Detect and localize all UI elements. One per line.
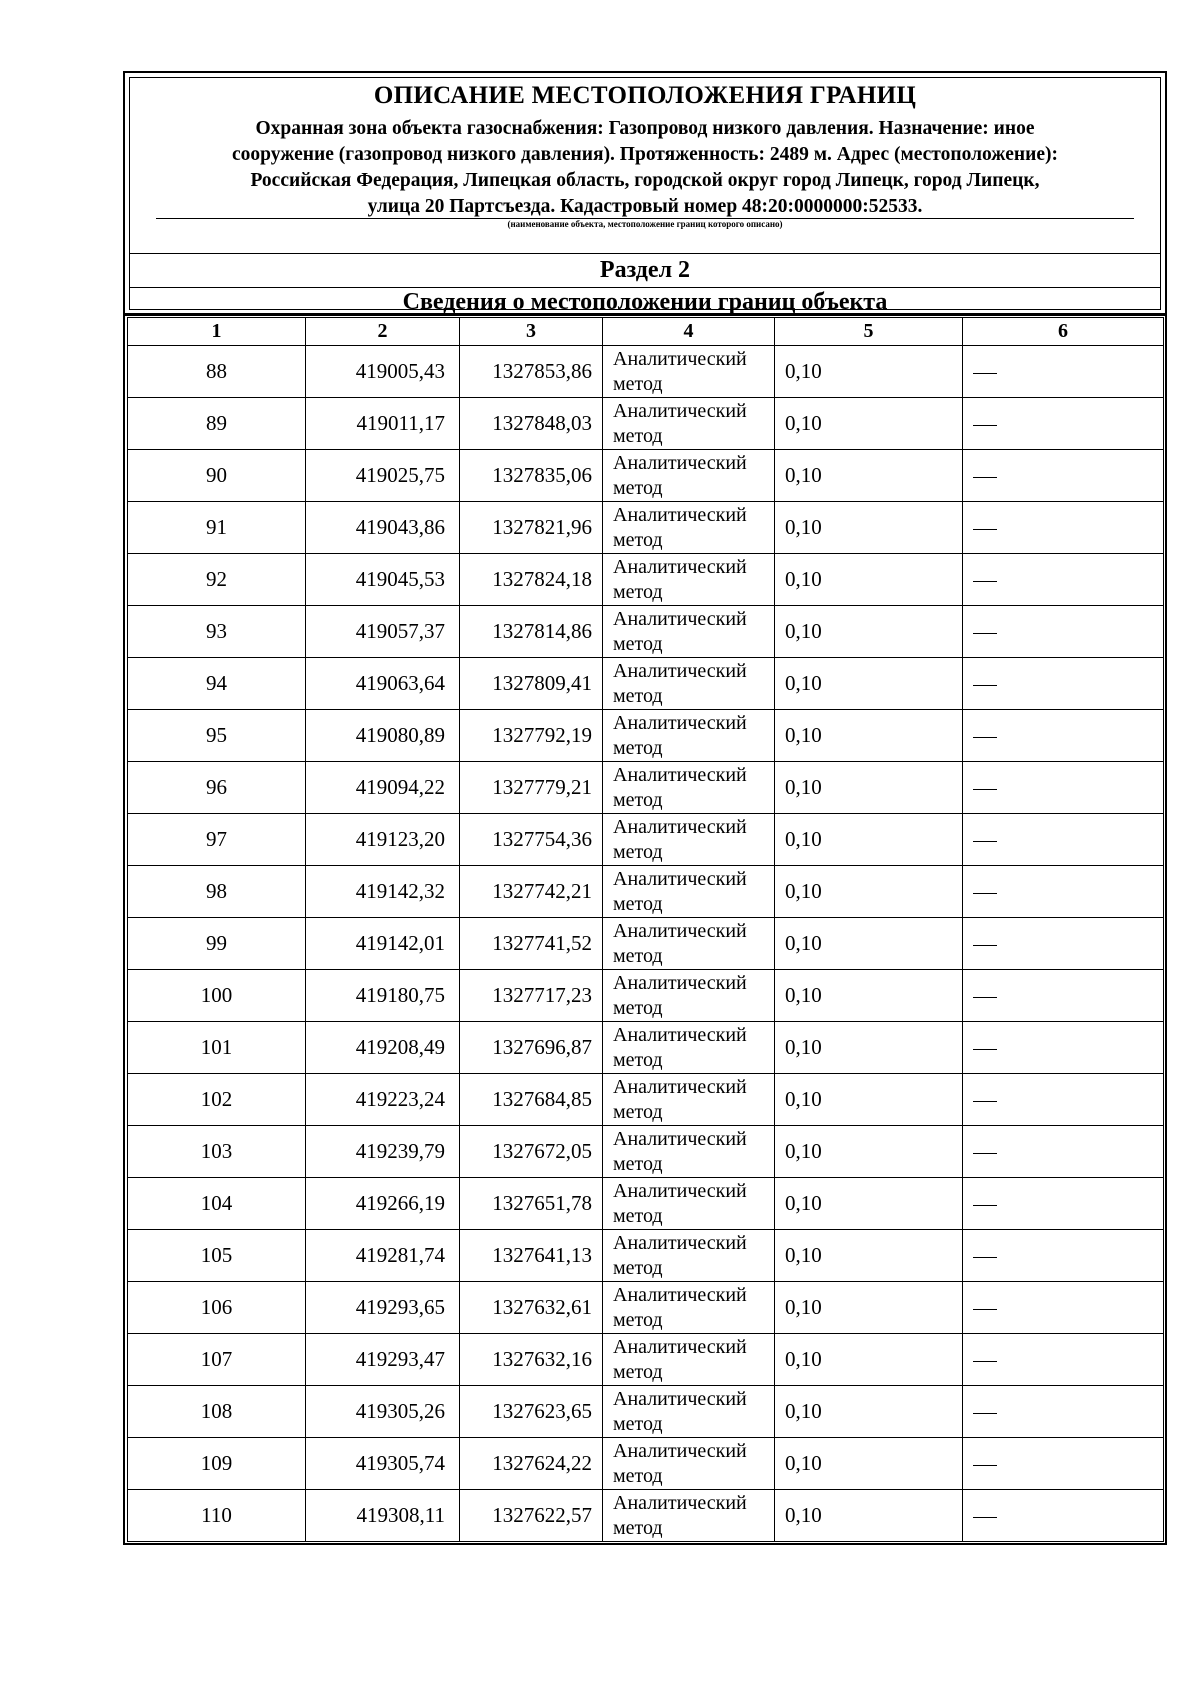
point-number-cell: 95 [128, 710, 306, 762]
column-header: 1 [128, 318, 306, 346]
x-coordinate-cell: 419063,64 [306, 658, 460, 710]
description-cell [963, 710, 1164, 762]
method-cell [603, 1490, 775, 1542]
point-number-cell: 101 [128, 1022, 306, 1074]
method-cell [603, 658, 775, 710]
dash-mark [973, 1465, 997, 1466]
accuracy-cell: 0,10 [775, 1334, 963, 1386]
method-line: метод [613, 1152, 663, 1175]
dash-mark [973, 997, 997, 998]
table-row [128, 1074, 1164, 1126]
object-caption: (наименование объекта, местоположение границ которого описано) [507, 219, 783, 229]
method-cell [603, 1230, 775, 1282]
accuracy-cell: 0,10 [775, 1282, 963, 1334]
coordinates-table [127, 317, 1164, 1542]
dash-mark [973, 425, 997, 426]
accuracy-cell: 0,10 [775, 1438, 963, 1490]
point-number-cell: 96 [128, 762, 306, 814]
method-cell [603, 606, 775, 658]
method-line: метод [613, 684, 663, 707]
method-line: метод [613, 424, 663, 447]
x-coordinate-cell: 419094,22 [306, 762, 460, 814]
document-page [123, 71, 1167, 1545]
table-row [128, 502, 1164, 554]
point-number-cell: 100 [128, 970, 306, 1022]
point-number-cell: 104 [128, 1178, 306, 1230]
dash-mark [973, 373, 997, 374]
x-coordinate-cell: 419057,37 [306, 606, 460, 658]
y-coordinate-cell: 1327853,86 [460, 346, 603, 398]
point-number-cell: 90 [128, 450, 306, 502]
table-row [128, 658, 1164, 710]
accuracy-cell: 0,10 [775, 1126, 963, 1178]
document-header [123, 71, 1167, 316]
table-row [128, 450, 1164, 502]
x-coordinate-cell: 419080,89 [306, 710, 460, 762]
point-number-cell: 109 [128, 1438, 306, 1490]
y-coordinate-cell: 1327651,78 [460, 1178, 603, 1230]
accuracy-cell: 0,10 [775, 450, 963, 502]
x-coordinate-cell: 419180,75 [306, 970, 460, 1022]
description-cell [963, 606, 1164, 658]
point-number-cell: 98 [128, 866, 306, 918]
method-line: метод [613, 1100, 663, 1123]
point-number-cell: 94 [128, 658, 306, 710]
dash-mark [973, 529, 997, 530]
coordinates-table-frame [123, 313, 1167, 1545]
dash-mark [973, 1257, 997, 1258]
accuracy-cell: 0,10 [775, 658, 963, 710]
method-cell [603, 970, 775, 1022]
method-cell [603, 554, 775, 606]
table-row [128, 398, 1164, 450]
description-cell [963, 762, 1164, 814]
description-cell [963, 346, 1164, 398]
accuracy-cell: 0,10 [775, 346, 963, 398]
description-cell [963, 1438, 1164, 1490]
method-line: метод [613, 580, 663, 603]
x-coordinate-cell: 419281,74 [306, 1230, 460, 1282]
method-cell [603, 346, 775, 398]
point-number-cell: 93 [128, 606, 306, 658]
point-number-cell: 108 [128, 1386, 306, 1438]
x-coordinate-cell: 419266,19 [306, 1178, 460, 1230]
method-cell [603, 1438, 775, 1490]
document-title: ОПИСАНИЕ МЕСТОПОЛОЖЕНИЯ ГРАНИЦ [373, 82, 917, 109]
table-row [128, 606, 1164, 658]
y-coordinate-cell: 1327672,05 [460, 1126, 603, 1178]
method-cell [603, 1334, 775, 1386]
method-cell [603, 1386, 775, 1438]
method-line: Аналитический [613, 1179, 747, 1202]
method-line: Аналитический [613, 711, 747, 734]
x-coordinate-cell: 419123,20 [306, 814, 460, 866]
method-cell [603, 1126, 775, 1178]
y-coordinate-cell: 1327641,13 [460, 1230, 603, 1282]
point-number-cell: 99 [128, 918, 306, 970]
table-row [128, 554, 1164, 606]
method-line: Аналитический [613, 1283, 747, 1306]
method-line: метод [613, 372, 663, 395]
description-cell [963, 814, 1164, 866]
x-coordinate-cell: 419223,24 [306, 1074, 460, 1126]
x-coordinate-cell: 419239,79 [306, 1126, 460, 1178]
object-description-line: улица 20 Партсъезда. Кадастровый номер 48:20:0000000:52533. [367, 196, 923, 217]
y-coordinate-cell: 1327632,16 [460, 1334, 603, 1386]
x-coordinate-cell: 419293,47 [306, 1334, 460, 1386]
y-coordinate-cell: 1327821,96 [460, 502, 603, 554]
dash-mark [973, 581, 997, 582]
method-line: метод [613, 1464, 663, 1487]
method-line: Аналитический [613, 1335, 747, 1358]
method-line: метод [613, 632, 663, 655]
dash-mark [973, 1101, 997, 1102]
point-number-cell: 97 [128, 814, 306, 866]
method-line: Аналитический [613, 555, 747, 578]
accuracy-cell: 0,10 [775, 866, 963, 918]
table-row [128, 1230, 1164, 1282]
table-row [128, 1334, 1164, 1386]
dash-mark [973, 737, 997, 738]
description-cell [963, 1230, 1164, 1282]
y-coordinate-cell: 1327824,18 [460, 554, 603, 606]
table-row [128, 866, 1164, 918]
x-coordinate-cell: 419208,49 [306, 1022, 460, 1074]
y-coordinate-cell: 1327809,41 [460, 658, 603, 710]
point-number-cell: 106 [128, 1282, 306, 1334]
y-coordinate-cell: 1327814,86 [460, 606, 603, 658]
accuracy-cell: 0,10 [775, 762, 963, 814]
column-header: 6 [963, 318, 1164, 346]
column-header: 2 [306, 318, 460, 346]
x-coordinate-cell: 419308,11 [306, 1490, 460, 1542]
section-subtitle: Сведения о местоположении границ объекта [402, 289, 888, 315]
object-description [160, 116, 1130, 220]
column-header: 5 [775, 318, 963, 346]
method-line: метод [613, 1412, 663, 1435]
method-line: Аналитический [613, 1075, 747, 1098]
y-coordinate-cell: 1327717,23 [460, 970, 603, 1022]
point-number-cell: 102 [128, 1074, 306, 1126]
method-cell [603, 398, 775, 450]
point-number-cell: 105 [128, 1230, 306, 1282]
dash-mark [973, 1205, 997, 1206]
accuracy-cell: 0,10 [775, 1074, 963, 1126]
method-line: Аналитический [613, 451, 747, 474]
accuracy-cell: 0,10 [775, 1490, 963, 1542]
y-coordinate-cell: 1327741,52 [460, 918, 603, 970]
method-line: Аналитический [613, 659, 747, 682]
method-cell [603, 1282, 775, 1334]
table-row [128, 1438, 1164, 1490]
method-cell [603, 502, 775, 554]
object-description-line: сооружение (газопровод низкого давления). Протяженность: 2489 м. Адрес (местоположение): [232, 144, 1058, 165]
dash-mark [973, 1049, 997, 1050]
y-coordinate-cell: 1327624,22 [460, 1438, 603, 1490]
table-row [128, 814, 1164, 866]
accuracy-cell: 0,10 [775, 710, 963, 762]
method-line: метод [613, 476, 663, 499]
accuracy-cell: 0,10 [775, 970, 963, 1022]
x-coordinate-cell: 419293,65 [306, 1282, 460, 1334]
point-number-cell: 92 [128, 554, 306, 606]
method-line: метод [613, 528, 663, 551]
table-row [128, 710, 1164, 762]
method-line: Аналитический [613, 763, 747, 786]
y-coordinate-cell: 1327742,21 [460, 866, 603, 918]
table-body [128, 346, 1164, 1542]
method-cell [603, 1178, 775, 1230]
x-coordinate-cell: 419011,17 [306, 398, 460, 450]
x-coordinate-cell: 419142,32 [306, 866, 460, 918]
method-line: метод [613, 996, 663, 1019]
method-line: Аналитический [613, 1231, 747, 1254]
y-coordinate-cell: 1327792,19 [460, 710, 603, 762]
y-coordinate-cell: 1327623,65 [460, 1386, 603, 1438]
method-cell [603, 1022, 775, 1074]
method-line: Аналитический [613, 919, 747, 942]
description-cell [963, 450, 1164, 502]
dash-mark [973, 789, 997, 790]
accuracy-cell: 0,10 [775, 398, 963, 450]
accuracy-cell: 0,10 [775, 554, 963, 606]
y-coordinate-cell: 1327696,87 [460, 1022, 603, 1074]
method-line: метод [613, 1048, 663, 1071]
description-cell [963, 1282, 1164, 1334]
y-coordinate-cell: 1327754,36 [460, 814, 603, 866]
description-cell [963, 1126, 1164, 1178]
point-number-cell: 107 [128, 1334, 306, 1386]
description-cell [963, 970, 1164, 1022]
method-line: метод [613, 1256, 663, 1279]
description-cell [963, 398, 1164, 450]
dash-mark [973, 841, 997, 842]
method-line: метод [613, 1204, 663, 1227]
section-title: Раздел 2 [599, 257, 691, 283]
method-line: метод [613, 944, 663, 967]
method-line: Аналитический [613, 399, 747, 422]
table-row [128, 1022, 1164, 1074]
accuracy-cell: 0,10 [775, 814, 963, 866]
method-cell [603, 450, 775, 502]
description-cell [963, 1386, 1164, 1438]
y-coordinate-cell: 1327632,61 [460, 1282, 603, 1334]
y-coordinate-cell: 1327684,85 [460, 1074, 603, 1126]
dash-mark [973, 1413, 997, 1414]
method-cell [603, 762, 775, 814]
description-cell [963, 918, 1164, 970]
method-line: Аналитический [613, 815, 747, 838]
dash-mark [973, 1153, 997, 1154]
method-line: Аналитический [613, 1023, 747, 1046]
method-line: Аналитический [613, 1127, 747, 1150]
method-cell [603, 866, 775, 918]
header-inner-frame [129, 77, 1161, 315]
point-number-cell: 110 [128, 1490, 306, 1542]
table-row [128, 1490, 1164, 1542]
method-line: Аналитический [613, 347, 747, 370]
table-row [128, 1282, 1164, 1334]
point-number-cell: 89 [128, 398, 306, 450]
column-header: 4 [603, 318, 775, 346]
x-coordinate-cell: 419025,75 [306, 450, 460, 502]
column-header: 3 [460, 318, 603, 346]
description-cell [963, 1074, 1164, 1126]
x-coordinate-cell: 419045,53 [306, 554, 460, 606]
accuracy-cell: 0,10 [775, 502, 963, 554]
dash-mark [973, 1517, 997, 1518]
table-row [128, 918, 1164, 970]
table-header-row [128, 318, 1164, 346]
dash-mark [973, 685, 997, 686]
dash-mark [973, 945, 997, 946]
table-row [128, 1126, 1164, 1178]
accuracy-cell: 0,10 [775, 1230, 963, 1282]
method-line: метод [613, 840, 663, 863]
y-coordinate-cell: 1327622,57 [460, 1490, 603, 1542]
description-cell [963, 502, 1164, 554]
method-cell [603, 918, 775, 970]
x-coordinate-cell: 419305,26 [306, 1386, 460, 1438]
dash-mark [973, 893, 997, 894]
method-line: Аналитический [613, 1439, 747, 1462]
method-line: метод [613, 736, 663, 759]
dash-mark [973, 477, 997, 478]
accuracy-cell: 0,10 [775, 1022, 963, 1074]
table-row [128, 1386, 1164, 1438]
method-line: Аналитический [613, 607, 747, 630]
point-number-cell: 103 [128, 1126, 306, 1178]
accuracy-cell: 0,10 [775, 606, 963, 658]
method-line: Аналитический [613, 503, 747, 526]
method-line: Аналитический [613, 1387, 747, 1410]
description-cell [963, 1334, 1164, 1386]
method-line: Аналитический [613, 867, 747, 890]
point-number-cell: 91 [128, 502, 306, 554]
object-description-line: Российская Федерация, Липецкая область, городской округ город Липецк, город Липецк, [250, 170, 1040, 191]
method-line: Аналитический [613, 971, 747, 994]
method-line: метод [613, 788, 663, 811]
method-cell [603, 1074, 775, 1126]
method-line: метод [613, 1308, 663, 1331]
table-row [128, 346, 1164, 398]
x-coordinate-cell: 419005,43 [306, 346, 460, 398]
accuracy-cell: 0,10 [775, 918, 963, 970]
header-divider [130, 287, 1160, 288]
table-row [128, 762, 1164, 814]
description-cell [963, 1022, 1164, 1074]
description-cell [963, 554, 1164, 606]
x-coordinate-cell: 419142,01 [306, 918, 460, 970]
header-divider [130, 253, 1160, 254]
table-row [128, 1178, 1164, 1230]
method-line: метод [613, 1360, 663, 1383]
method-line: Аналитический [613, 1491, 747, 1514]
description-cell [963, 1490, 1164, 1542]
y-coordinate-cell: 1327848,03 [460, 398, 603, 450]
method-cell [603, 814, 775, 866]
description-cell [963, 658, 1164, 710]
y-coordinate-cell: 1327835,06 [460, 450, 603, 502]
accuracy-cell: 0,10 [775, 1386, 963, 1438]
description-cell [963, 866, 1164, 918]
method-line: метод [613, 1516, 663, 1539]
x-coordinate-cell: 419305,74 [306, 1438, 460, 1490]
method-cell [603, 710, 775, 762]
method-line: метод [613, 892, 663, 915]
dash-mark [973, 1361, 997, 1362]
x-coordinate-cell: 419043,86 [306, 502, 460, 554]
dash-mark [973, 633, 997, 634]
object-description-line: Охранная зона объекта газоснабжения: Газопровод низкого давления. Назначение: иное [255, 118, 1035, 139]
point-number-cell: 88 [128, 346, 306, 398]
table-row [128, 970, 1164, 1022]
accuracy-cell: 0,10 [775, 1178, 963, 1230]
y-coordinate-cell: 1327779,21 [460, 762, 603, 814]
description-cell [963, 1178, 1164, 1230]
dash-mark [973, 1309, 997, 1310]
